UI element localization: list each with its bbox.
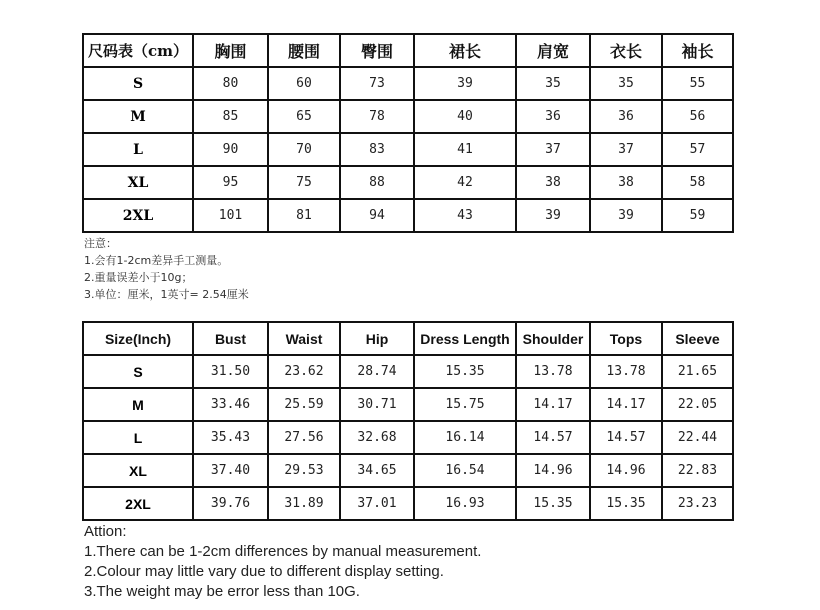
notes-title: 注意： (84, 237, 117, 250)
header-cell: 袖长 (662, 34, 733, 67)
table-cell: 14.17 (590, 388, 662, 421)
table-cell: 15.35 (590, 487, 662, 520)
note-line: 1.There can be 1-2cm differences by manual measurement. (84, 543, 482, 560)
header-cell: 胸围 (193, 34, 268, 67)
note-line: 3.The weight may be error less than 10G. (84, 583, 360, 600)
table-cell: 13.78 (590, 355, 662, 388)
size-label-cell: 2XL (83, 487, 193, 520)
table-cell: 81 (268, 199, 340, 232)
header-cell: Dress Length (414, 322, 516, 355)
header-cell: 衣长 (590, 34, 662, 67)
note-line: 2.重量误差小于10g； (84, 271, 193, 284)
table-cell: 14.17 (516, 388, 590, 421)
table-cell: 37 (590, 133, 662, 166)
size-table-cm (82, 33, 734, 233)
table-cell: 56 (662, 100, 733, 133)
table-cell: 15.75 (414, 388, 516, 421)
table-cell: 35 (516, 67, 590, 100)
table-row (83, 421, 733, 454)
table-row (83, 487, 733, 520)
table-cell: 43 (414, 199, 516, 232)
table-cell: 36 (590, 100, 662, 133)
table-cell: 34.65 (340, 454, 414, 487)
table-cell: 65 (268, 100, 340, 133)
table-cell: 59 (662, 199, 733, 232)
table-cell: 80 (193, 67, 268, 100)
table-cell: 95 (193, 166, 268, 199)
table-cell: 37 (516, 133, 590, 166)
header-row (83, 322, 733, 355)
table-cell: 21.65 (662, 355, 733, 388)
table-cell: 13.78 (516, 355, 590, 388)
table-cell: 38 (516, 166, 590, 199)
header-cell: 臀围 (340, 34, 414, 67)
table-cell: 32.68 (340, 421, 414, 454)
table-cell: 25.59 (268, 388, 340, 421)
header-cell: 裙长 (414, 34, 516, 67)
table-cell: 16.14 (414, 421, 516, 454)
table-cell: 94 (340, 199, 414, 232)
note-line: 1.会有1-2cm差异手工测量。 (84, 254, 229, 267)
table-cell: 23.23 (662, 487, 733, 520)
table-cell: 40 (414, 100, 516, 133)
table-cell: 55 (662, 67, 733, 100)
header-cell: Tops (590, 322, 662, 355)
table-row (83, 166, 733, 199)
table-cell: 14.96 (516, 454, 590, 487)
size-label-cell: M (83, 388, 193, 421)
header-cell: 肩宽 (516, 34, 590, 67)
size-table-inch (82, 321, 734, 521)
header-cell: Bust (193, 322, 268, 355)
header-cell: Sleeve (662, 322, 733, 355)
table-cell: 36 (516, 100, 590, 133)
table-cell: 39.76 (193, 487, 268, 520)
table-cell: 14.57 (516, 421, 590, 454)
table-cell: 22.44 (662, 421, 733, 454)
table-cell: 31.89 (268, 487, 340, 520)
table-cell: 27.56 (268, 421, 340, 454)
table-cell: 16.93 (414, 487, 516, 520)
table-row (83, 388, 733, 421)
table-row (83, 100, 733, 133)
notes-title: Attion: (84, 523, 127, 540)
table-cell: 101 (193, 199, 268, 232)
table-cell: 78 (340, 100, 414, 133)
table-cell: 14.57 (590, 421, 662, 454)
table-cell: 39 (516, 199, 590, 232)
table-cell: 57 (662, 133, 733, 166)
table-cell: 14.96 (590, 454, 662, 487)
table-cell: 58 (662, 166, 733, 199)
header-cell: Hip (340, 322, 414, 355)
size-label-cell: XL (83, 166, 193, 199)
table-cell: 83 (340, 133, 414, 166)
size-label-cell: XL (83, 454, 193, 487)
table-cell: 31.50 (193, 355, 268, 388)
table-cell: 28.74 (340, 355, 414, 388)
table-cell: 88 (340, 166, 414, 199)
table-cell: 60 (268, 67, 340, 100)
table-cell: 42 (414, 166, 516, 199)
header-cell: 腰围 (268, 34, 340, 67)
table-row (83, 133, 733, 166)
table-row (83, 199, 733, 232)
table-cell: 39 (590, 199, 662, 232)
table-cell: 35 (590, 67, 662, 100)
size-label-cell: S (83, 355, 193, 388)
table-cell: 15.35 (414, 355, 516, 388)
note-line: 2.Colour may little vary due to different display setting. (84, 563, 444, 580)
table-cell: 39 (414, 67, 516, 100)
table-cell: 16.54 (414, 454, 516, 487)
table-cell: 75 (268, 166, 340, 199)
table-cell: 23.62 (268, 355, 340, 388)
notes-english (84, 522, 481, 602)
table-cell: 37.01 (340, 487, 414, 520)
header-cell: Shoulder (516, 322, 590, 355)
table-cell: 15.35 (516, 487, 590, 520)
note-line: 3.单位：厘米，1英寸= 2.54厘米 (84, 288, 249, 301)
table-cell: 35.43 (193, 421, 268, 454)
table-cell: 85 (193, 100, 268, 133)
table-cell: 30.71 (340, 388, 414, 421)
table-cell: 38 (590, 166, 662, 199)
size-label-cell: 2XL (83, 199, 193, 232)
table-cell: 37.40 (193, 454, 268, 487)
table-cell: 41 (414, 133, 516, 166)
size-label-cell: M (83, 100, 193, 133)
size-label-cell: L (83, 133, 193, 166)
header-cell: Waist (268, 322, 340, 355)
notes-chinese (84, 235, 249, 303)
table-cell: 33.46 (193, 388, 268, 421)
table-cell: 22.83 (662, 454, 733, 487)
table-cell: 90 (193, 133, 268, 166)
size-label-cell: S (83, 67, 193, 100)
header-row (83, 34, 733, 67)
table-cell: 70 (268, 133, 340, 166)
table-cell: 29.53 (268, 454, 340, 487)
header-cell: Size(Inch) (83, 322, 193, 355)
size-label-cell: L (83, 421, 193, 454)
table-cell: 73 (340, 67, 414, 100)
table-cell: 22.05 (662, 388, 733, 421)
table-row (83, 454, 733, 487)
table-row (83, 67, 733, 100)
header-cell: 尺码表（cm） (83, 34, 193, 67)
table-row (83, 355, 733, 388)
